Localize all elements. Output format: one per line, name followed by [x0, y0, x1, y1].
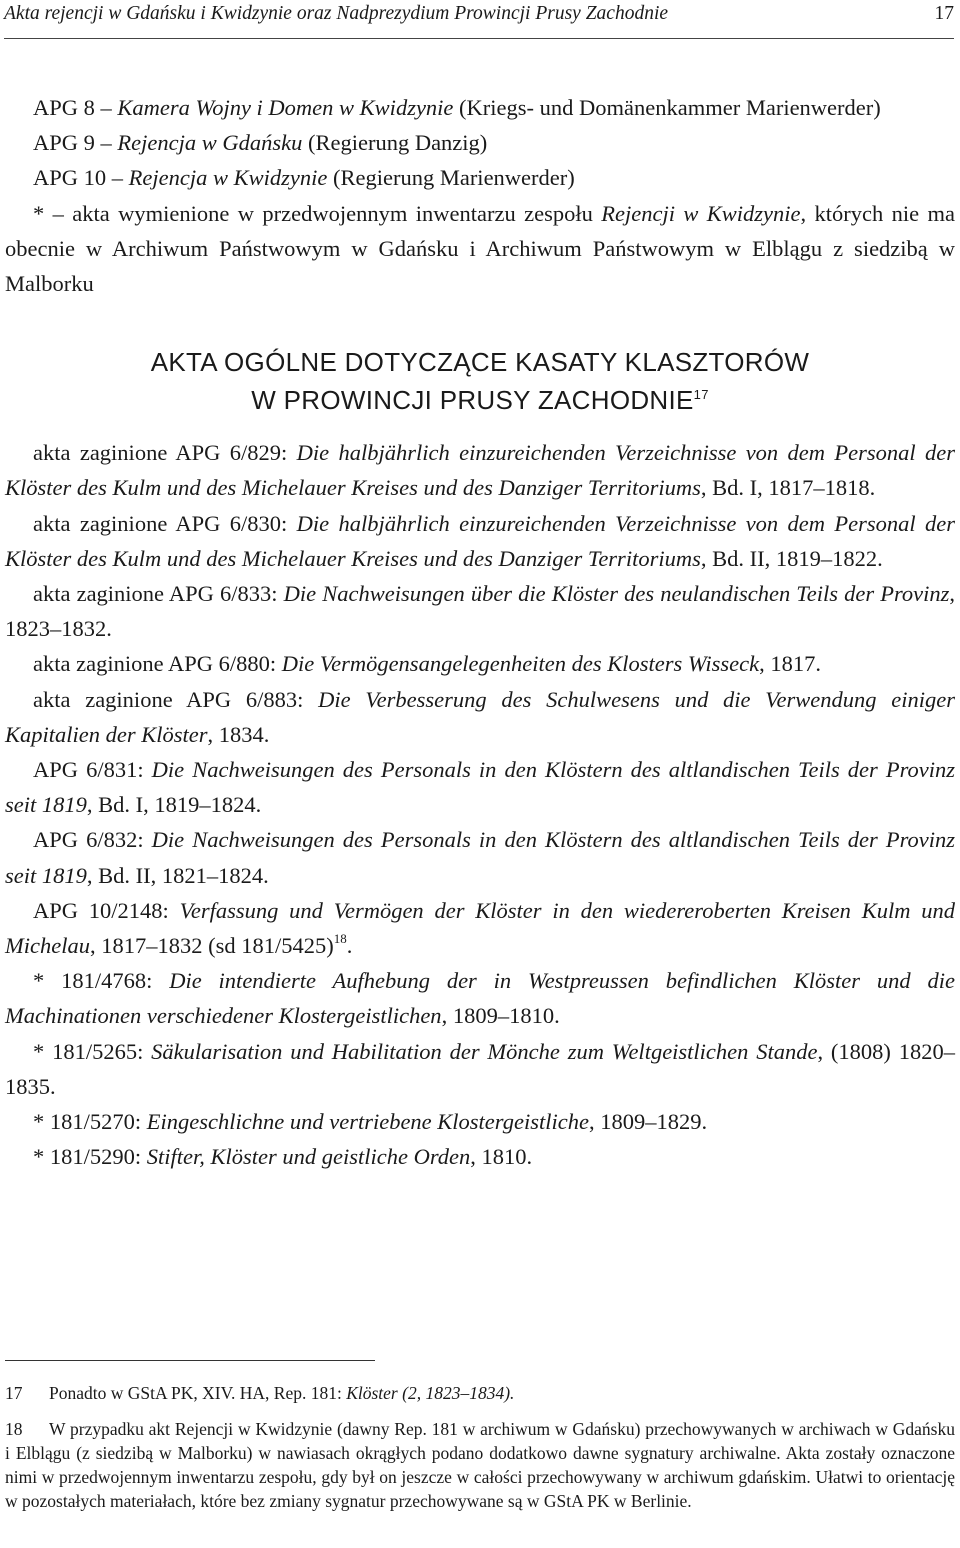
catalog-entry: akta zaginione APG 6/829: Die halbjährlich einzureichenden Verzeichnisse von dem Personal der Klöster des Kulm und des Michelauer Kreises und des Danziger Territoriums, Bd. I, 1817–1818. [5, 440, 955, 501]
catalog-entry: APG 6/831: Die Nachweisungen des Personals in den Klöstern des altlandischen Teils der Provinz seit 1819, Bd. I, 1819–1824. [5, 757, 956, 818]
page-number: 17 [934, 3, 954, 24]
running-title: Akta rejencji w Gdańsku i Kwidzynie oraz Nadprezydium Prowincji Prusy Zachodnie [4, 3, 669, 24]
footnote-ref-17: 17 [693, 387, 709, 403]
catalog-entry: akta zaginione APG 6/883: Die Verbesserung des Schulwesens und die Verwendung einiger Kapitalien der Klöster, 1834. [5, 686, 955, 747]
section-heading [5, 343, 955, 419]
footnote-rule [5, 1360, 375, 1361]
footnote-ref-18: 18 [333, 931, 347, 947]
footnotes [5, 1381, 955, 1525]
main-text [5, 90, 955, 1174]
catalog-entry: akta zaginione APG 6/833: Die Nachweisungen über die Klöster des neulandischen Teils der Provinz, 1823–1832. [5, 581, 955, 642]
intro-apg10: APG 10 – Rejencja w Kwidzynie (Regierung Marienwerder) [33, 165, 575, 191]
footnote-number: 18 [5, 1419, 23, 1439]
catalog-entry: * 181/4768: Die intendierte Aufhebung der in Westpreussen befindlichen Klöster und die Machinationen verschiedener Klostergeistlichen, 1809–1810. [5, 968, 955, 1029]
intro-apg9: APG 9 – Rejencja w Gdańsku (Regierung Danzig) [33, 130, 488, 156]
intro-apg8: APG 8 – Kamera Wojny i Domen w Kwidzynie (Kriegs- und Domänenkammer Marienwerder) [33, 95, 881, 120]
header-rule [4, 38, 954, 39]
heading-line-2: W PROWINCJI PRUSY ZACHODNIE$^{17}$ [251, 385, 709, 416]
catalog-entry: * 181/5265: Säkularisation und Habilitation der Mönche zum Weltgeistlichen Stande, (1808) 1820–1835. [5, 1038, 955, 1099]
heading-line-1: AKTA OGÓLNE DOTYCZĄCE KASATY KLASZTORÓW [150, 347, 810, 378]
intro-legend: * – akta wymienione w przedwojennym inwentarzu zespołu Rejencji w Kwidzynie, których nie ma obecnie w Archiwum Państwowym w Gdańsku i Archiwum Państwowym w Elblągu z siedzibą w Malborku [5, 200, 955, 297]
catalog-entry: * 181/5270: Eingeschlichne und vertriebene Klostergeistliche, 1809–1829. [33, 1109, 708, 1135]
footnote-18: 18 W przypadku akt Rejencji w Kwidzynie (dawny Rep. 181 w archiwum w Gdańsku) przechowywanych w archiwach w Gdańsku i Elblągu (z siedzibą w Malborku) w nawiasach okrągłych podano dodatkowo dawne sygnatury archiwalne. Akta zostały oznaczone nimi w przedwojennym inwentarzu zespołu, gdy był on jeszcze w całości przechowywany w archiwum gdańskim. Ułatwi to orientację w pozostałych materiałach, które bez zmiany sygnatur przechowywane są w GStA PK w Berlinie. [5, 1419, 955, 1511]
footnote-number: 17 [5, 1383, 23, 1403]
catalog-entry: * 181/5290: Stifter, Klöster und geistliche Orden, 1810. [33, 1144, 533, 1170]
catalog-entry: akta zaginione APG 6/880: Die Vermögensangelegenheiten des Klosters Wisseck, 1817. [33, 651, 821, 677]
catalog-entry: akta zaginione APG 6/830: Die halbjährlich einzureichenden Verzeichnisse von dem Personal der Klöster des Kulm und des Michelauer Kreises und des Danziger Territoriums, Bd. II, 1819–1822. [5, 510, 955, 571]
footnote-17: 17 Ponadto w GStA PK, XIV. HA, Rep. 181: Klöster (2, 1823–1834). [5, 1383, 515, 1403]
catalog-entry: APG 6/832: Die Nachweisungen des Personals in den Klöstern des altlandischen Teils der Provinz seit 1819, Bd. II, 1821–1824. [5, 827, 956, 888]
catalog-entry: APG 10/2148: Verfassung und Vermögen der Klöster in den wiedereroberten Kreisen Kulm und Michelau, 1817–1832 (sd 181/5425)$^{18}$. [5, 897, 955, 959]
running-header [4, 0, 954, 32]
